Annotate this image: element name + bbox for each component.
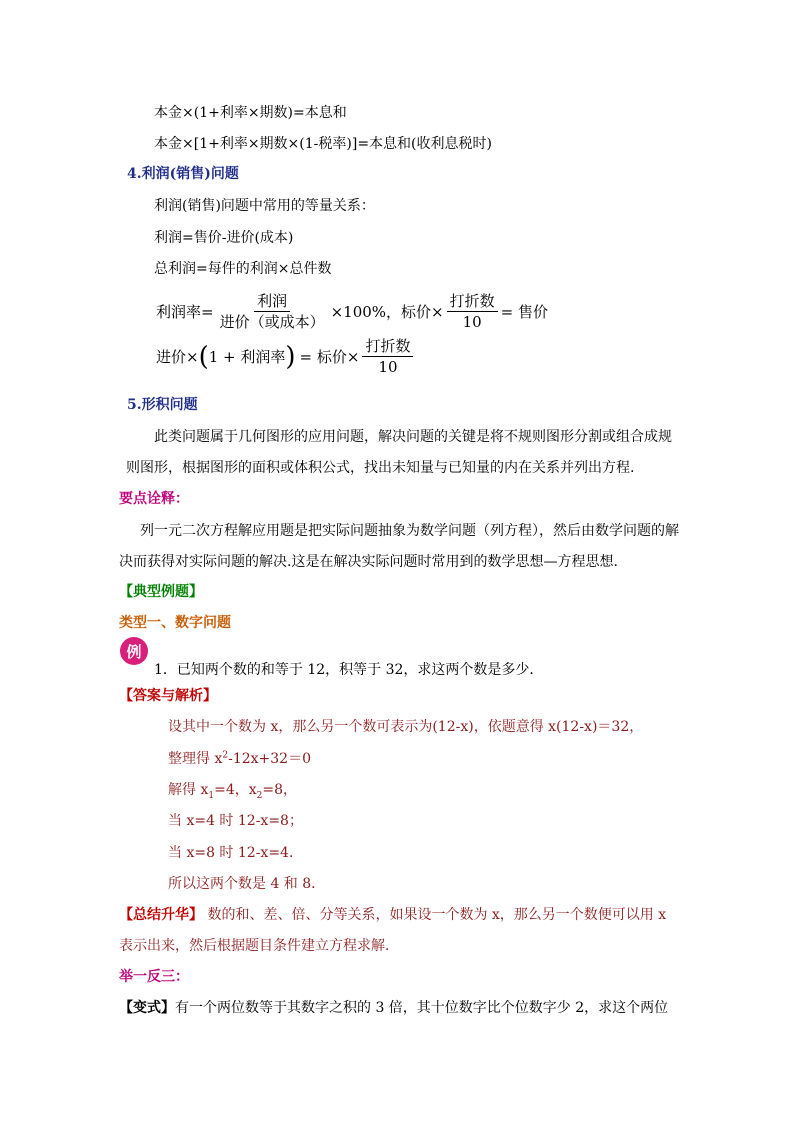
paragraph-line: 决而获得对实际问题的解决.这是在解决实际问题时常用到的数学思想—方程思想. xyxy=(119,554,618,570)
answer-line: 当 x=4 时 12-x=8； xyxy=(168,813,303,829)
summary-line xyxy=(119,905,666,925)
fraction-discount xyxy=(362,337,413,376)
answer-line: 设其中一个数为 x，那么另一个数可表示为(12-x)，依题意得 x(12-x)＝32， xyxy=(168,719,644,735)
formula-middle: = 标价× xyxy=(299,348,360,366)
question-1: 1．已知两个数的和等于 12，积等于 32，求这两个数是多少． xyxy=(154,662,544,678)
text-line: 利润(销售)问题中常用的等量关系： xyxy=(154,198,375,214)
subscript: 1 xyxy=(208,790,215,801)
fraction-numerator: 利润 xyxy=(254,292,290,312)
paragraph-line: 此类问题属于几何图形的应用问题，解决问题的关键是将不规则图形分割或组合成规 xyxy=(154,429,672,445)
answer-line xyxy=(168,780,297,800)
cost-price-formula xyxy=(156,337,416,376)
variant-text: 有一个两位数等于其数字之积的 3 倍，其十位数字比个位数字少 2，求这个两位 xyxy=(175,1000,669,1016)
answer-text: 解得 x xyxy=(168,782,209,798)
key-points-heading: 要点诠释： xyxy=(119,491,189,507)
summary-text: 数的和、差、倍、分等关系，如果设一个数为 x，那么另一个数便可以用 x xyxy=(203,907,667,923)
formula-inner: 1 + 利润率 xyxy=(208,348,286,366)
formula-text-line-2: 本金×[1+利率×期数×(1-税率)]=本息和(收利息税时) xyxy=(154,136,492,152)
answer-text: =8， xyxy=(262,782,298,798)
fraction-denominator: 10 xyxy=(378,358,398,376)
right-paren: ) xyxy=(285,341,296,372)
practice-heading: 举一反三： xyxy=(119,969,189,985)
formula-rhs: = 售价 xyxy=(500,303,548,321)
left-paren: ( xyxy=(198,341,209,372)
example-icon: 例 xyxy=(120,637,148,665)
answer-text: 整理得 x xyxy=(168,751,223,767)
variant-line xyxy=(119,998,668,1018)
answer-text: =4，x xyxy=(214,782,257,798)
formula-middle: ×100%，标价× xyxy=(330,303,444,321)
section-heading-5: 5.形积问题 xyxy=(127,397,198,413)
text-line: 总利润=每件的利润×总件数 xyxy=(154,261,332,277)
paragraph-line: 则图形，根据图形的面积或体积公式，找出未知量与已知量的内在关系并列出方程. xyxy=(126,460,635,476)
fraction-numerator: 打折数 xyxy=(362,337,413,357)
formula-lhs: 利润率= xyxy=(156,303,214,321)
text-line: 利润=售价-进价(成本) xyxy=(154,230,294,246)
summary-heading: 【总结升华】 xyxy=(119,907,203,923)
fraction-profit xyxy=(217,292,328,331)
profit-rate-formula xyxy=(156,292,548,331)
fraction-denominator: 10 xyxy=(462,313,482,331)
fraction-denominator: 进价（或成本） xyxy=(219,313,325,331)
summary-line: 表示出来，然后根据题目条件建立方程求解． xyxy=(119,938,399,954)
exponent: 2 xyxy=(222,750,229,761)
answer-heading: 【答案与解析】 xyxy=(119,688,217,704)
subscript: 2 xyxy=(256,790,263,801)
variant-heading: 【变式】 xyxy=(119,1000,175,1016)
typical-examples-heading: 【典型例题】 xyxy=(119,584,203,600)
answer-line xyxy=(168,749,311,769)
formula-lhs: 进价× xyxy=(156,348,199,366)
formula-text-line-1: 本金×(1+利率×期数)=本息和 xyxy=(154,105,347,121)
paragraph-line: 列一元二次方程解应用题是把实际问题抽象为数学问题（列方程），然后由数学问题的解 xyxy=(140,523,679,539)
answer-line: 当 x=8 时 12-x=4． xyxy=(168,845,303,861)
fraction-discount xyxy=(447,292,498,331)
answer-text: -12x+32＝0 xyxy=(228,751,311,767)
section-heading-4: 4.利润(销售)问题 xyxy=(127,166,239,182)
fraction-numerator: 打折数 xyxy=(447,292,498,312)
type-one-heading: 类型一、数字问题 xyxy=(119,615,231,631)
answer-line: 所以这两个数是 4 和 8． xyxy=(168,876,326,892)
